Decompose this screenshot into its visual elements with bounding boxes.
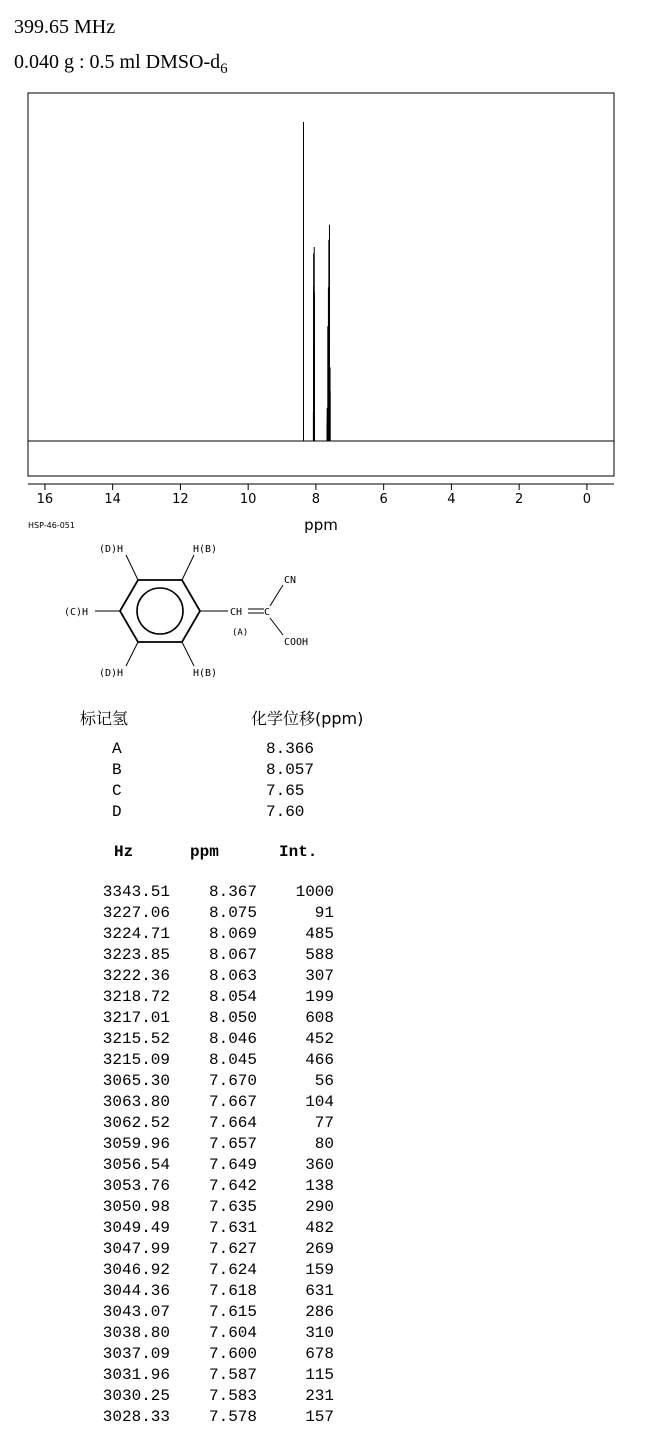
peak-int: 466 — [305, 1051, 334, 1069]
peak-ppm: 8.046 — [208, 1030, 257, 1048]
peak-ppm: 7.615 — [208, 1303, 257, 1321]
chain-c: C — [264, 607, 271, 618]
peak-row — [0, 1009, 652, 1030]
x-axis-label: ppm — [304, 516, 338, 534]
peak-int: 678 — [305, 1345, 334, 1363]
x-tick-label: 10 — [239, 492, 257, 507]
x-tick-label: 16 — [36, 492, 54, 507]
peak-hz: 3043.07 — [102, 1303, 170, 1321]
peak-hz: 3215.09 — [102, 1051, 170, 1069]
label-cn: CN — [284, 575, 297, 586]
label-a: (A) — [232, 628, 249, 638]
peak-int: 485 — [305, 925, 334, 943]
peak-row — [0, 925, 652, 946]
assignment-shift: 7.60 — [266, 803, 305, 821]
peak-row — [0, 1303, 652, 1324]
peak-row — [0, 1156, 652, 1177]
nmr-spectrum-chart — [0, 0, 652, 540]
label-b-top: H(B) — [193, 544, 218, 555]
assignment-label: B — [112, 761, 122, 779]
peak-row — [0, 1282, 652, 1303]
x-tick-label: 2 — [515, 492, 524, 507]
peak-ppm: 7.670 — [208, 1072, 257, 1090]
label-c: (C)H — [64, 607, 89, 618]
peak-ppm: 7.604 — [208, 1324, 257, 1342]
peak-hz: 3223.85 — [102, 946, 170, 964]
peak-int: 77 — [314, 1114, 334, 1132]
peak-hz: 3046.92 — [102, 1261, 170, 1279]
peak-int: 157 — [305, 1408, 334, 1426]
bond-d-bottom — [126, 642, 138, 666]
peak-row — [0, 904, 652, 925]
peak-hz: 3224.71 — [102, 925, 170, 943]
x-axis-tick-labels — [37, 492, 591, 507]
x-axis-ticks — [45, 484, 587, 490]
label-d-top: (D)H — [99, 544, 124, 555]
peak-hz: 3227.06 — [102, 904, 170, 922]
peak-hz: 3047.99 — [102, 1240, 170, 1258]
peak-row — [0, 988, 652, 1009]
peak-ppm: 8.067 — [208, 946, 257, 964]
bond-cn — [270, 585, 283, 606]
peak-hz: 3044.36 — [102, 1282, 170, 1300]
assignment-label: C — [112, 782, 122, 800]
peak-int: 1000 — [295, 883, 334, 901]
peak-row — [0, 1093, 652, 1114]
peak-hz: 3037.09 — [102, 1345, 170, 1363]
assignment-header-label: 标记氢 — [80, 709, 129, 728]
peak-ppm: 7.587 — [208, 1366, 257, 1384]
peak-int: 482 — [305, 1219, 334, 1237]
assignment-label: A — [112, 740, 122, 758]
assignment-header-shift: 化学位移(ppm) — [251, 709, 364, 728]
peak-hz: 3053.76 — [102, 1177, 170, 1195]
peak-ppm: 7.635 — [208, 1198, 257, 1216]
peak-ppm: 8.050 — [208, 1009, 257, 1027]
peak-hz: 3059.96 — [102, 1135, 170, 1153]
peak-table-header-hz: Hz — [114, 843, 134, 861]
peak-int: 269 — [305, 1240, 334, 1258]
peak-hz: 3030.25 — [102, 1387, 170, 1405]
peak-int: 452 — [305, 1030, 334, 1048]
peak-row — [0, 1366, 652, 1387]
peak-ppm: 7.578 — [208, 1408, 257, 1426]
peak-int: 286 — [305, 1303, 334, 1321]
bond-b-bottom — [182, 642, 194, 666]
x-tick-label: 0 — [582, 492, 592, 507]
assignment-row — [112, 740, 342, 761]
peak-table-header-ppm: ppm — [190, 843, 219, 861]
peak-int: 80 — [314, 1135, 334, 1153]
peak-hz: 3031.96 — [102, 1366, 170, 1384]
aromatic-circle — [137, 588, 183, 634]
peak-int: 199 — [305, 988, 334, 1006]
peak-row — [0, 1324, 652, 1345]
assignment-label: D — [112, 803, 122, 821]
bond-d-top — [126, 555, 138, 580]
peak-hz: 3028.33 — [102, 1408, 170, 1426]
x-tick-label: 12 — [172, 492, 189, 507]
assignment-row — [112, 761, 342, 782]
peak-row — [0, 1135, 652, 1156]
peak-row — [0, 967, 652, 988]
peak-ppm: 7.627 — [208, 1240, 257, 1258]
label-d-bottom: (D)H — [99, 668, 124, 679]
peak-int: 115 — [305, 1366, 334, 1384]
peak-int: 588 — [305, 946, 334, 964]
peak-row — [0, 1261, 652, 1282]
peak-hz: 3065.30 — [102, 1072, 170, 1090]
peak-row — [0, 946, 652, 967]
peak-row — [0, 1072, 652, 1093]
assignment-shift: 8.057 — [266, 761, 315, 779]
assignment-shift: 8.366 — [266, 740, 315, 758]
sample-text: 0.040 g : 0.5 ml DMSO-d — [14, 51, 221, 73]
peak-ppm: 8.367 — [208, 883, 257, 901]
molecule-structure — [55, 538, 335, 683]
peak-hz: 3218.72 — [102, 988, 170, 1006]
peak-ppm: 7.657 — [208, 1135, 257, 1153]
peak-ppm: 7.624 — [208, 1261, 257, 1279]
plot-frame — [28, 93, 614, 476]
peak-row — [0, 1030, 652, 1051]
spectrometer-frequency: 399.65 MHz — [14, 16, 116, 38]
peak-int: 310 — [305, 1324, 334, 1342]
benzene-ring — [120, 580, 200, 642]
peak-hz: 3050.98 — [102, 1198, 170, 1216]
peak-hz: 3215.52 — [102, 1030, 170, 1048]
peak-hz: 3343.51 — [102, 883, 170, 901]
peak-ppm: 7.618 — [208, 1282, 257, 1300]
peak-hz: 3049.49 — [102, 1219, 170, 1237]
peak-ppm: 8.045 — [208, 1051, 257, 1069]
peak-int: 56 — [314, 1072, 334, 1090]
bond-b-top — [182, 555, 194, 580]
peak-int: 290 — [305, 1198, 334, 1216]
peak-ppm: 7.600 — [208, 1345, 257, 1363]
peak-int: 104 — [305, 1093, 334, 1111]
peak-int: 307 — [305, 967, 334, 985]
peak-row — [0, 1114, 652, 1135]
peak-table-header-int: Int. — [279, 843, 318, 861]
assignment-shift: 7.65 — [266, 782, 305, 800]
peak-ppm: 8.069 — [208, 925, 257, 943]
peak-row — [0, 1345, 652, 1366]
label-cooh: COOH — [284, 637, 309, 648]
x-tick-label: 6 — [379, 492, 388, 507]
x-tick-label: 8 — [311, 492, 321, 507]
spectrum-peaks — [303, 122, 330, 441]
peak-hz: 3222.36 — [102, 967, 170, 985]
peak-int: 159 — [305, 1261, 334, 1279]
peak-int: 631 — [305, 1282, 334, 1300]
x-tick-label: 4 — [447, 492, 456, 507]
peak-row — [0, 1198, 652, 1219]
peak-ppm: 8.075 — [208, 904, 257, 922]
x-tick-label: 14 — [104, 492, 121, 507]
bond-cooh — [270, 618, 283, 635]
peak-hz: 3062.52 — [102, 1114, 170, 1132]
assignment-row — [112, 803, 342, 824]
peak-int: 138 — [305, 1177, 334, 1195]
peak-ppm: 7.583 — [208, 1387, 257, 1405]
peak-int: 231 — [305, 1387, 334, 1405]
peak-hz: 3056.54 — [102, 1156, 170, 1174]
assignment-row — [112, 782, 342, 803]
peak-hz: 3217.01 — [102, 1009, 170, 1027]
peak-row — [0, 883, 652, 904]
spectrum-code: HSP-46-051 — [28, 521, 75, 530]
peak-row — [0, 1408, 652, 1429]
peak-int: 608 — [305, 1009, 334, 1027]
peak-row — [0, 1219, 652, 1240]
peak-int: 360 — [305, 1156, 334, 1174]
peak-ppm: 8.063 — [208, 967, 257, 985]
peak-int: 91 — [314, 904, 334, 922]
chain-ch: CH — [230, 607, 243, 618]
peak-row — [0, 1387, 652, 1408]
peak-ppm: 7.642 — [208, 1177, 257, 1195]
peak-row — [0, 1051, 652, 1072]
peak-ppm: 7.664 — [208, 1114, 257, 1132]
peak-ppm: 7.631 — [208, 1219, 257, 1237]
peak-row — [0, 1240, 652, 1261]
peak-ppm: 7.649 — [208, 1156, 257, 1174]
peak-hz: 3038.80 — [102, 1324, 170, 1342]
peak-ppm: 7.667 — [208, 1093, 257, 1111]
peak-row — [0, 1177, 652, 1198]
peak-ppm: 8.054 — [208, 988, 257, 1006]
label-b-bottom: H(B) — [193, 668, 218, 679]
sample-subscript: 6 — [220, 61, 228, 77]
peak-hz: 3063.80 — [102, 1093, 170, 1111]
